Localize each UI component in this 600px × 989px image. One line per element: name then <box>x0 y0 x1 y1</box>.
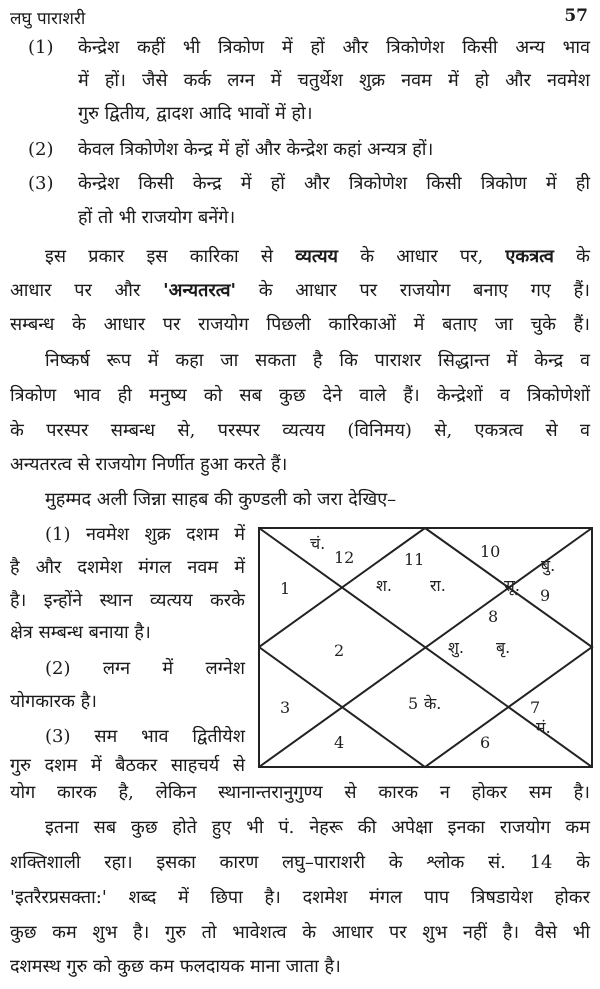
planet-saturn: श. <box>376 576 392 595</box>
house-1: 1 <box>280 579 291 598</box>
kundli-chart <box>258 527 594 769</box>
text: के आधार पर राजयोग बनाए गए हैं। <box>258 280 590 301</box>
paragraph-line: सम्बन्ध के आधार पर राजयोग पिछली कारिकाओं में बताए जा चुके हैं। <box>10 314 590 335</box>
house-4: 4 <box>334 733 345 752</box>
planet-sun: सू. <box>504 576 520 595</box>
house-12: 12 <box>334 548 355 567</box>
text: इस प्रकार इस कारिका से <box>45 246 274 267</box>
list-number: (2) <box>28 139 54 160</box>
house-9: 9 <box>540 586 551 605</box>
planet-jupiter: बृ. <box>496 638 511 657</box>
planet-venus: शु. <box>448 638 464 657</box>
paragraph-line: निष्कर्ष रूप में कहा जा सकता है कि पाराशर सिद्धान्त में केन्द्र व <box>45 350 590 371</box>
paragraph-line: योग कारक है, लेकिन स्थानान्तरानुगुण्य से कारक न होकर सम है। <box>10 782 590 803</box>
planet-mars: मं. <box>536 718 551 737</box>
term-ekatratva: एकत्रत्व <box>505 246 554 267</box>
text: के आधार पर, <box>360 246 484 267</box>
house-7: 7 <box>530 698 541 717</box>
text: आधार पर और <box>10 280 141 301</box>
paragraph-line: मुहम्मद अली जिन्ना साहब की कुण्डली को जरा देखिए– <box>45 489 397 510</box>
list-item-line: केन्द्रेश कहीं भी त्रिकोण में हों और त्रिकोणेश किसी अन्य भाव <box>78 37 590 58</box>
paragraph-line: कुछ कम शुभ है। गुरु तो भावेशत्व के आधार पर शुभ नहीं है। वैसे भी <box>10 922 590 943</box>
house-6: 6 <box>480 733 491 752</box>
house-2: 2 <box>334 641 345 660</box>
planet-mercury: बु. <box>541 556 556 575</box>
paragraph-line: इतना सब कुछ होते हुए भी पं. नेहरू की अपेक्षा इनका राजयोग कम <box>45 817 590 838</box>
list-item-line: हों तो भी राजयोग बनेंगे। <box>78 207 236 228</box>
paragraph-line: अन्यतरत्व से राजयोग निर्णीत हुआ करते हैं। <box>10 454 288 475</box>
paragraph-line: दशमस्थ गुरु को कुछ कम फलदायक माना जाता है। <box>10 956 341 977</box>
planet-moon: चं. <box>310 534 326 553</box>
paragraph-line <box>45 244 590 270</box>
paragraph-line: शक्तिशाली रहा। इसका कारण लघु–पाराशरी के श्लोक सं. 14 के <box>10 852 590 873</box>
term-vyatyay: व्यत्यय <box>295 246 338 267</box>
running-title: लघु पाराशरी <box>10 9 86 29</box>
house-5: 5 <box>408 694 419 713</box>
list-item-line: में हों। जैसे कर्क लग्न में चतुर्थेश शुक्र नवम में हो और नवमेश <box>78 70 590 91</box>
page-number: 57 <box>564 6 588 26</box>
paragraph-line: त्रिकोण भाव ही मनुष्य को सब कुछ देने वाले हैं। केन्द्रेशों व त्रिकोणेशों <box>10 385 590 406</box>
house-8: 8 <box>488 607 499 626</box>
list-number: (3) <box>28 173 54 194</box>
side-line: है। इन्होंने स्थान व्यत्यय करके <box>10 590 245 611</box>
side-line: क्षेत्र सम्बन्ध बनाया है। <box>10 622 151 643</box>
list-item-line: केवल त्रिकोणेश केन्द्र में हों और केन्द्रेश कहां अन्यत्र हों। <box>78 139 434 160</box>
paragraph-line: के परस्पर सम्बन्ध से, परस्पर व्यत्यय (विनिमय) से, एकत्रत्व से व <box>10 420 590 441</box>
side-line: (1) नवमेश शुक्र दशम में <box>45 524 245 545</box>
side-line: गुरु दशम में बैठकर साहचर्य से <box>10 755 245 776</box>
house-11: 11 <box>404 550 425 569</box>
planet-ketu: के. <box>424 694 442 713</box>
side-line: (3) सम भाव द्वितीयेश <box>45 726 245 747</box>
side-line: योगकारक है। <box>10 691 98 712</box>
side-line: है और दशमेश मंगल नवम में <box>10 557 245 578</box>
text: के <box>576 246 590 267</box>
list-number: (1) <box>28 37 54 58</box>
side-line: (2) लग्न में लग्नेश <box>45 658 245 679</box>
paragraph-line <box>10 278 590 304</box>
house-10: 10 <box>480 542 501 561</box>
list-item-line: गुरु द्वितीय, द्वादश आदि भावों में हो। <box>78 103 313 124</box>
house-3: 3 <box>280 698 291 717</box>
planet-rahu: रा. <box>430 576 446 595</box>
list-item-line: केन्द्रेश किसी केन्द्र में हों और त्रिकोणेश किसी त्रिकोण में ही <box>78 173 590 194</box>
term-anyatartva: 'अन्यतरत्व' <box>163 280 236 301</box>
paragraph-line: 'इतरैरप्रसक्ता:' शब्द में छिपा है। दशमेश मंगल पाप त्रिषडायेश होकर <box>10 887 590 908</box>
